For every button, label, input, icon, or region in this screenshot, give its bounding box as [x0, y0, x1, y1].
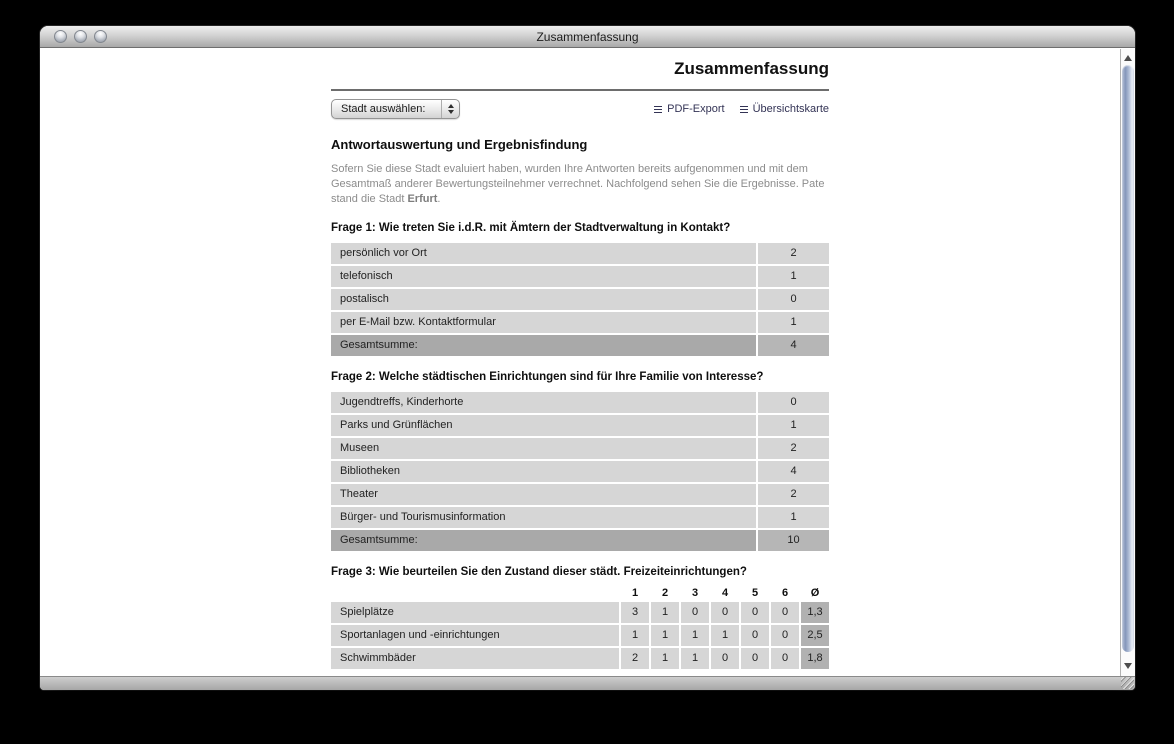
table-row	[331, 602, 829, 623]
count-cell: 3	[621, 602, 649, 623]
intro-paragraph	[331, 162, 829, 207]
count-cell: 0	[741, 648, 769, 669]
question-3	[331, 566, 829, 669]
overview-map-link[interactable]	[740, 103, 829, 115]
count-cell: 0	[771, 625, 799, 646]
count-cell: 0	[771, 602, 799, 623]
table-row	[331, 312, 829, 333]
table-row	[331, 289, 829, 310]
table-row	[331, 625, 829, 646]
count-cell: 1	[711, 625, 739, 646]
window-titlebar[interactable]	[40, 26, 1135, 48]
row-value: 4	[758, 461, 829, 482]
resize-grip[interactable]	[1121, 677, 1134, 689]
average-cell: 2,5	[801, 625, 829, 646]
question-3-heading: Frage 3: Wie beurteilen Sie den Zustand dieser städt. Freizeiteinrichtungen?	[331, 566, 747, 578]
total-value: 4	[758, 335, 829, 356]
count-cell: 1	[651, 648, 679, 669]
rating-header-row	[331, 587, 829, 599]
pdf-export-link[interactable]	[654, 103, 724, 115]
row-label: Theater	[331, 484, 756, 505]
toolbar	[331, 99, 829, 119]
row-label: Schwimmbäder	[331, 648, 619, 669]
pdf-export-label: PDF-Export	[667, 103, 725, 115]
row-value: 2	[758, 438, 829, 459]
window-controls	[54, 30, 107, 43]
city-select[interactable]	[331, 99, 460, 119]
window-title: Zusammenfassung	[536, 30, 639, 44]
chevron-down-icon	[448, 110, 454, 114]
page-title: Zusammenfassung	[331, 59, 829, 91]
chevron-up-icon	[448, 104, 454, 108]
row-value: 0	[758, 392, 829, 413]
column-header: 2	[661, 587, 669, 599]
arrow-up-icon	[1124, 55, 1132, 61]
table-row	[331, 461, 829, 482]
table-row	[331, 415, 829, 436]
browser-window	[40, 26, 1135, 690]
count-cell: 0	[681, 602, 709, 623]
zoom-button[interactable]	[94, 30, 107, 43]
intro-text: Sofern Sie diese Stadt evaluiert haben, wurden Ihre Antworten bereits aufgenommen und mit dem Gesamtmaß anderer Bewertungsteilnehmer verrechnet. Nachfolgend sehen Sie die Ergebnisse. Pate stand die Stadt	[331, 163, 825, 205]
list-icon	[740, 106, 748, 114]
count-cell: 0	[741, 625, 769, 646]
table-row	[331, 648, 829, 669]
total-value: 10	[758, 530, 829, 551]
count-cell: 0	[771, 648, 799, 669]
row-label: Spielplätze	[331, 602, 619, 623]
count-cell: 0	[741, 602, 769, 623]
select-stepper-icon	[442, 100, 459, 118]
count-cell: 1	[681, 648, 709, 669]
overview-map-label: Übersichtskarte	[752, 103, 829, 115]
row-label: telefonisch	[331, 266, 756, 287]
row-label: Sportanlagen und -einrichtungen	[331, 625, 619, 646]
table-row	[331, 484, 829, 505]
question-1-heading: Frage 1: Wie treten Sie i.d.R. mit Ämtern der Stadtverwaltung in Kontakt?	[331, 222, 731, 234]
page-content	[40, 49, 1120, 676]
total-label: Gesamtsumme:	[331, 335, 756, 356]
average-cell: 1,8	[801, 648, 829, 669]
row-label: Museen	[331, 438, 756, 459]
count-cell: 0	[711, 602, 739, 623]
column-header: 3	[691, 587, 699, 599]
count-cell: 1	[681, 625, 709, 646]
table-row	[331, 266, 829, 287]
table-row	[331, 507, 829, 528]
intro-city: Erfurt	[407, 193, 438, 205]
row-label: Bürger- und Tourismusinformation	[331, 507, 756, 528]
total-row	[331, 530, 829, 551]
list-icon	[654, 106, 662, 114]
row-label: Jugendtreffs, Kinderhorte	[331, 392, 756, 413]
question-2-heading: Frage 2: Welche städtischen Einrichtungen sind für Ihre Familie von Interesse?	[331, 371, 764, 383]
row-value: 1	[758, 312, 829, 333]
scroll-down-button[interactable]	[1121, 660, 1135, 672]
row-value: 1	[758, 266, 829, 287]
header-spacer	[331, 587, 619, 599]
table-row	[331, 438, 829, 459]
toolbar-links	[654, 103, 829, 115]
total-label: Gesamtsumme:	[331, 530, 756, 551]
close-button[interactable]	[54, 30, 67, 43]
scrollbar-thumb[interactable]	[1122, 65, 1134, 652]
question-2	[331, 371, 829, 551]
row-value: 2	[758, 243, 829, 264]
row-label: Parks und Grünflächen	[331, 415, 756, 436]
count-cell: 0	[711, 648, 739, 669]
question-1	[331, 222, 829, 356]
scroll-up-button[interactable]	[1121, 52, 1135, 64]
column-header: 4	[721, 587, 729, 599]
row-label: Bibliotheken	[331, 461, 756, 482]
arrow-down-icon	[1124, 663, 1132, 669]
city-select-label: Stadt auswählen:	[341, 103, 426, 115]
status-bar	[40, 676, 1135, 690]
minimize-button[interactable]	[74, 30, 87, 43]
column-header-average: Ø	[810, 587, 820, 599]
row-value: 2	[758, 484, 829, 505]
window-body	[40, 49, 1135, 676]
section-heading: Antwortauswertung und Ergebnisfindung	[331, 137, 588, 152]
row-value: 1	[758, 415, 829, 436]
count-cell: 1	[621, 625, 649, 646]
total-row	[331, 335, 829, 356]
row-label: postalisch	[331, 289, 756, 310]
row-value: 1	[758, 507, 829, 528]
column-header: 1	[631, 587, 639, 599]
vertical-scrollbar[interactable]	[1120, 49, 1135, 676]
intro-suffix: .	[437, 193, 441, 205]
row-label: per E-Mail bzw. Kontaktformular	[331, 312, 756, 333]
row-value: 0	[758, 289, 829, 310]
column-header: 5	[751, 587, 759, 599]
count-cell: 1	[651, 625, 679, 646]
average-cell: 1,3	[801, 602, 829, 623]
count-cell: 1	[651, 602, 679, 623]
row-label: persönlich vor Ort	[331, 243, 756, 264]
table-row	[331, 243, 829, 264]
column-header: 6	[781, 587, 789, 599]
table-row	[331, 392, 829, 413]
count-cell: 2	[621, 648, 649, 669]
